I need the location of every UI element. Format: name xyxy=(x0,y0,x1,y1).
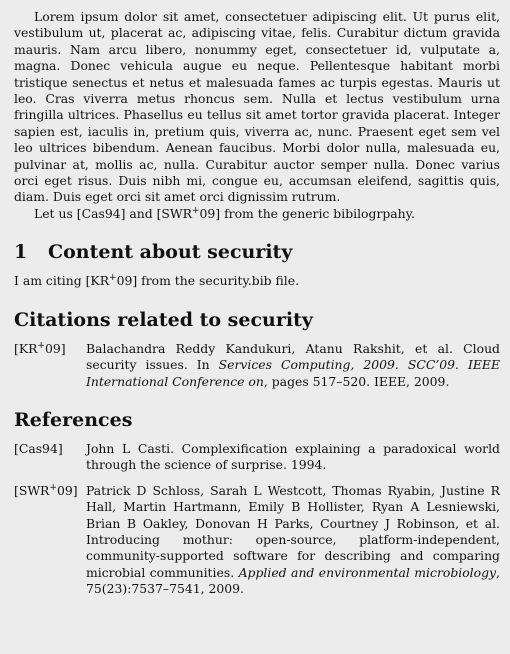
bib-key-before: [KR xyxy=(14,340,38,356)
section-heading xyxy=(14,241,500,263)
bib-text xyxy=(86,341,500,390)
bib-text xyxy=(86,483,500,598)
bib-entry xyxy=(14,341,500,390)
security-refs-heading: Citations related to security xyxy=(14,308,313,331)
section-text-before: I am citing [KR xyxy=(14,273,110,289)
bib-entry xyxy=(14,483,500,598)
intro-citation-sup: + xyxy=(191,205,200,216)
bib-entry xyxy=(14,441,500,474)
bib-key-before: [SWR xyxy=(14,482,50,498)
intro-citation-text-after: 09] from the generic bibilogrpahy. xyxy=(199,205,415,221)
bib-journal: Applied and environmental microbiology xyxy=(238,564,497,580)
bib-key-sup: + xyxy=(37,340,45,351)
security-bibliography xyxy=(14,341,500,390)
intro-citation-line xyxy=(14,206,500,222)
section-text-after: 09] from the security.bib file. xyxy=(116,273,300,289)
bib-key-sup: + xyxy=(49,482,57,493)
section-title: Content about security xyxy=(48,241,293,264)
bib-body: Patrick D Schloss, Sarah L Westcott, Thomas Ryabin, Justine R Hall, Martin Hartmann, Emily B Hollister, Ryan A Lesniewski, Brian B Oakley, Donovan H Parks, Courtney J Robinson, et al. Introducing mothur: open-source, platform-independent, community-supported software for describing and comparing microbial communities. xyxy=(86,482,500,580)
bib-tail: , pages 517–520. IEEE, 2009. xyxy=(263,373,450,389)
section-text-sup: + xyxy=(109,273,117,284)
bib-key xyxy=(14,341,86,390)
bib-key-after: 09] xyxy=(44,340,66,356)
references-bibliography xyxy=(14,441,500,598)
bib-key: [Cas94] xyxy=(14,440,63,456)
bib-authors: Balachandra Reddy Kandukuri, Atanu Rakshit, et al. Cloud security issues. In xyxy=(86,340,500,373)
section-number: 1 xyxy=(14,241,28,264)
bib-key xyxy=(14,483,86,598)
bib-venue: Services Computing, 2009. SCC’09. IEEE International Conference on xyxy=(86,357,500,389)
references-heading: References xyxy=(14,408,133,431)
section-paragraph xyxy=(14,273,500,289)
bib-text: John L Casti. Complexification explaining a paradoxical world through the science of surprise. 1994. xyxy=(86,440,500,473)
intro-paragraph: Lorem ipsum dolor sit amet, consectetuer adipiscing elit. Ut purus elit, vestibulum ut, placerat ac, adipiscing vitae, felis. Curabitur dictum gravida mauris. Nam arcu libero, nonummy eget, consectetuer id, vulputate a, magna. Donec vehicula augue eu neque. Pellentesque habitant morbi tristique senectus et netus et malesuada fames ac turpis egestas. Mauris ut leo. Cras viverra metus rhoncus sem. Nulla et lectus vestibulum urna fringilla ultrices. Phasellus eu tellus sit amet tortor gravida placerat. Integer sapien est, iaculis in, pretium quis, viverra ac, nunc. Praesent eget sem vel leo ultrices bibendum. Aenean faucibus. Morbi dolor nulla, malesuada eu, pulvinar at, mollis ac, nulla. Curabitur auctor semper nulla. Donec varius orci eget risus. Duis nibh mi, congue eu, accumsan eleifend, sagittis quis, diam. Duis eget orci sit amet orci dignissim rutrum. xyxy=(14,9,500,205)
bib-key-after: 09] xyxy=(56,482,78,498)
bib-tail: , 75(23):7537–7541, 2009. xyxy=(86,564,500,597)
intro-citation-text-before: Let us [Cas94] and [SWR xyxy=(34,205,192,221)
